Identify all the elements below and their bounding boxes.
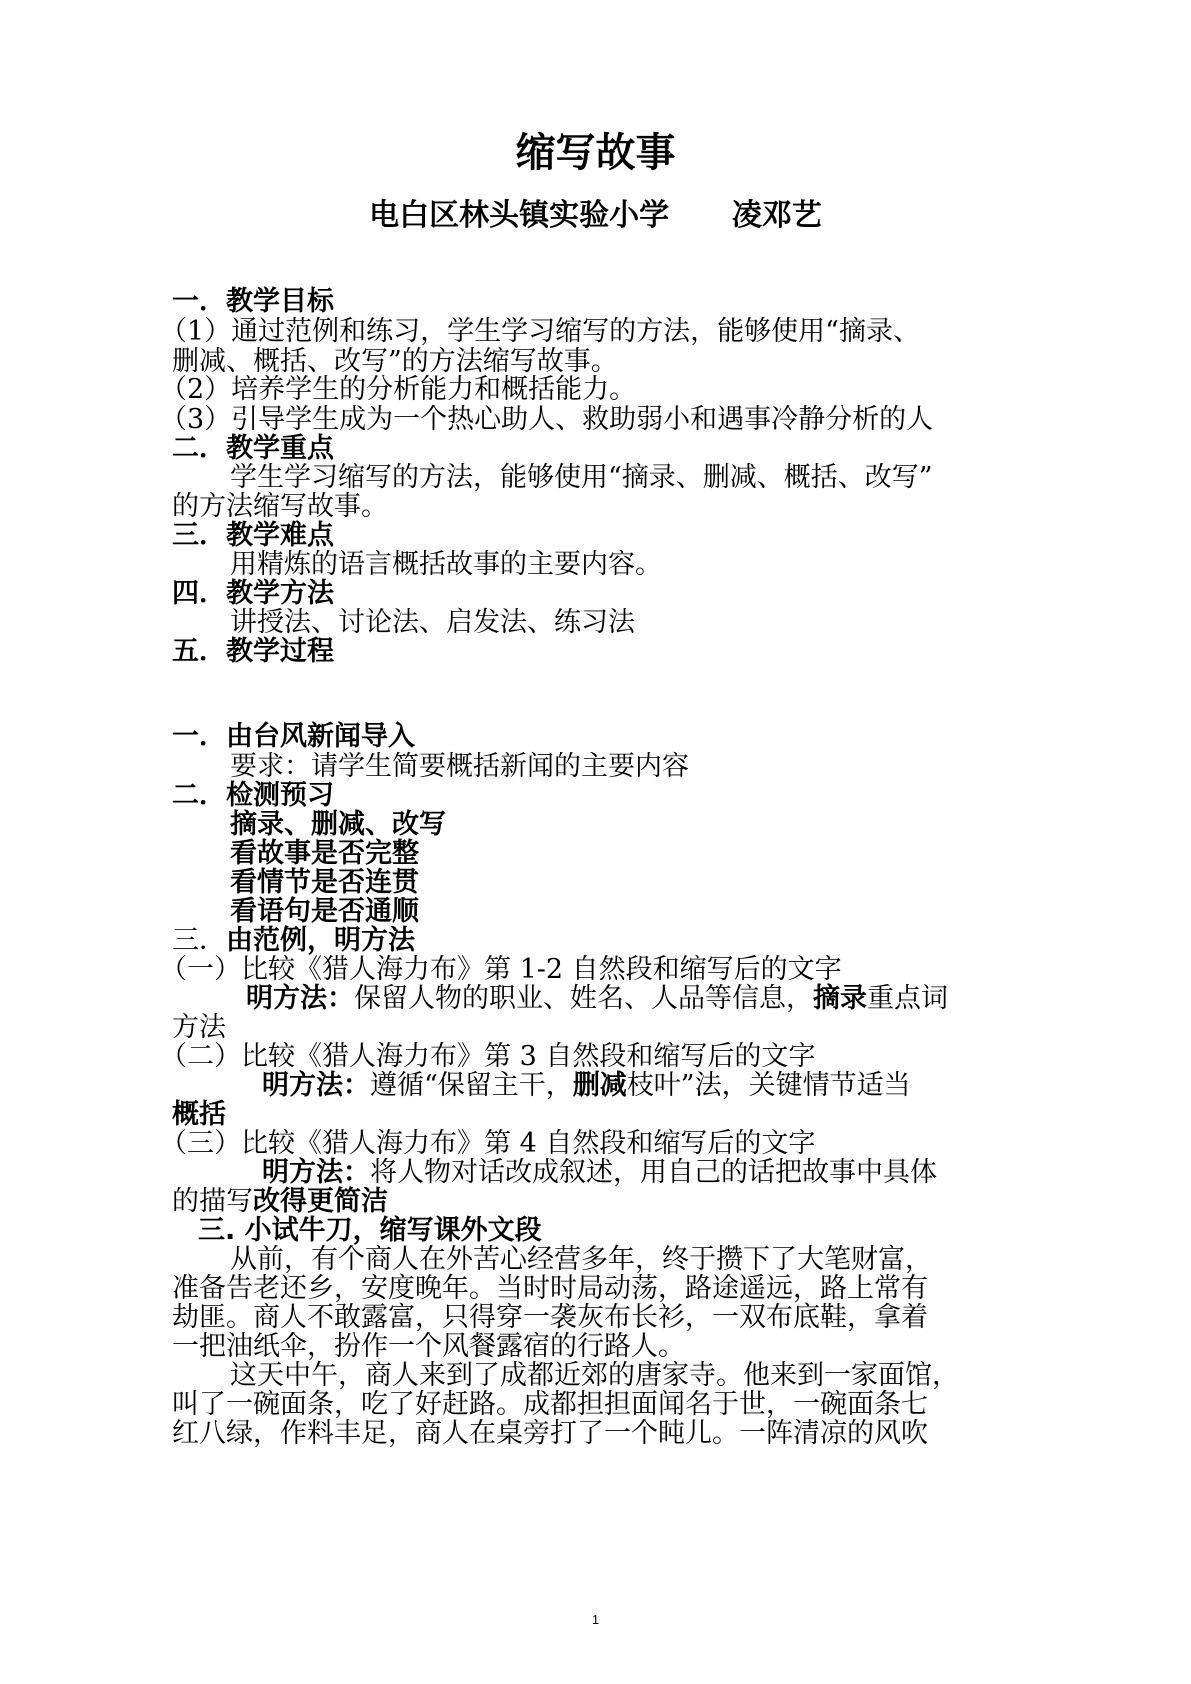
method-keyword: 改得更简洁 <box>253 1186 388 1217</box>
method-text: 遵循“保留主干， <box>370 1070 573 1101</box>
heading-examples-text: 由范例，明方法 <box>226 925 415 956</box>
method-label: 明方法： <box>246 983 354 1014</box>
goal-2: （2）培养学生的分析能力和概括能力。 <box>160 374 637 405</box>
goal-3: （3）引导学生成为一个热心助人、救助弱小和遇事冷静分析的人 <box>160 404 934 435</box>
page-number: 1 <box>591 1612 600 1627</box>
author-line: 电白区林头镇实验小学 凌邓艺 <box>369 198 822 233</box>
preview-item-4: 看语句是否通顺 <box>230 896 419 927</box>
compare-2: （二）比较《猎人海力布》第 3 自然段和缩写后的文字 <box>160 1041 816 1072</box>
compare-1: （一）比较《猎人海力布》第 1-2 自然段和缩写后的文字 <box>160 954 842 985</box>
method-keyword: 删减 <box>572 1070 627 1101</box>
method-3-line-2 <box>172 1186 388 1218</box>
method-label: 明方法： <box>262 1070 370 1101</box>
preview-item-2: 看故事是否完整 <box>230 838 419 869</box>
story-line-5: 这天中午，商人来到了成都近郊的唐家寺。他来到一家面馆， <box>230 1360 959 1391</box>
heading-examples-prefix: 三． <box>172 925 226 956</box>
heading-preview-check: 二．检测预习 <box>172 780 334 811</box>
intro-requirement: 要求：请学生简要概括新闻的主要内容 <box>230 751 689 782</box>
method-text: 将人物对话改成叙述，用自己的话把故事中具体 <box>370 1157 937 1188</box>
heading-practice: 三. 小试牛刀，缩写课外文段 <box>198 1215 542 1246</box>
method-1-line-2: 方法 <box>172 1012 226 1043</box>
compare-3: （三）比较《猎人海力布》第 4 自然段和缩写后的文字 <box>160 1128 816 1159</box>
key-points-line-1: 学生学习缩写的方法，能够使用“摘录、删减、概括、改写” <box>230 462 933 493</box>
heading-examples <box>172 925 415 957</box>
method-3-line-1 <box>262 1157 937 1189</box>
method-text: 枝叶”法，关键情节适当 <box>626 1070 911 1101</box>
heading-process: 五．教学过程 <box>172 636 334 667</box>
heading-difficulties: 三．教学难点 <box>172 520 334 551</box>
goal-1-line-1: （1）通过范例和练习，学生学习缩写的方法，能够使用“摘录、 <box>160 316 920 347</box>
methods-text: 讲授法、讨论法、启发法、练习法 <box>230 607 635 638</box>
story-line-1: 从前，有个商人在外苦心经营多年，终于攒下了大笔财富， <box>230 1244 932 1275</box>
heading-teaching-goals: 一．教学目标 <box>172 286 334 317</box>
heading-key-points: 二．教学重点 <box>172 433 334 464</box>
method-text: 的描写 <box>172 1186 253 1217</box>
method-label: 明方法： <box>262 1157 370 1188</box>
story-line-3: 劫匪。商人不敢露富，只得穿一袭灰布长衫，一双布底鞋，拿着 <box>172 1302 928 1333</box>
story-line-2: 准备告老还乡，安度晚年。当时时局动荡，路途遥远，路上常有 <box>172 1273 928 1304</box>
page-title: 缩写故事 <box>515 130 676 176</box>
heading-intro: 一．由台风新闻导入 <box>172 721 415 752</box>
method-text: 保留人物的职业、姓名、人品等信息， <box>354 983 813 1014</box>
difficulties-text: 用精炼的语言概括故事的主要内容。 <box>230 549 662 580</box>
story-line-7: 红八绿，作料丰足，商人在桌旁打了一个盹儿。一阵清凉的风吹 <box>172 1418 928 1449</box>
key-points-line-2: 的方法缩写故事。 <box>172 491 388 522</box>
story-line-6: 叫了一碗面条，吃了好赶路。成都担担面闻名于世，一碗面条七 <box>172 1389 928 1420</box>
method-keyword: 摘录 <box>813 983 867 1014</box>
preview-item-1: 摘录、删减、改写 <box>230 809 446 840</box>
method-text: 重点词 <box>867 983 948 1014</box>
story-line-4: 一把油纸伞，扮作一个风餐露宿的行路人。 <box>172 1331 685 1362</box>
preview-item-3: 看情节是否连贯 <box>230 867 419 898</box>
method-2-line-1 <box>262 1070 911 1102</box>
method-2-line-2: 概括 <box>172 1099 226 1130</box>
method-1-line-1 <box>246 983 948 1015</box>
goal-1-line-2: 删减、概括、改写”的方法缩写故事。 <box>172 346 618 377</box>
heading-methods: 四．教学方法 <box>172 578 334 609</box>
